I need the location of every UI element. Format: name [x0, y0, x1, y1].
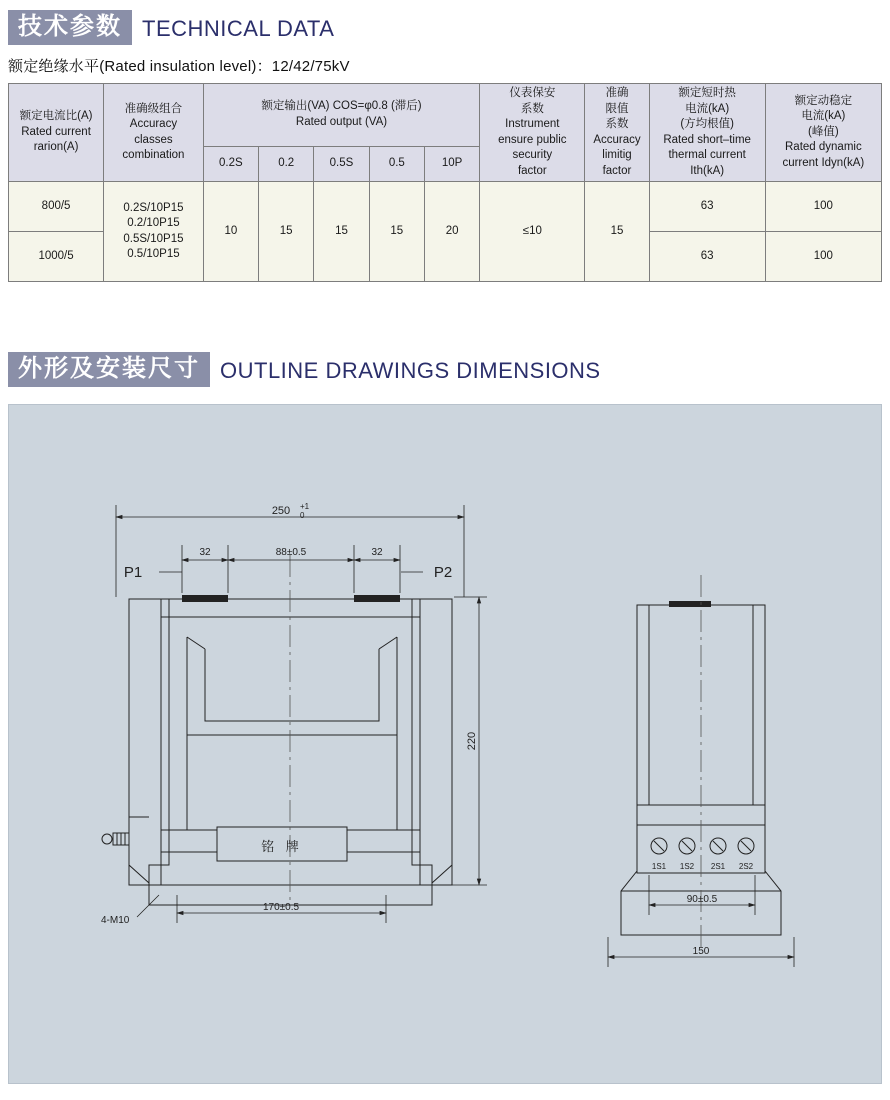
header-rated-output — [203, 84, 480, 147]
header-output-0-2S: 0.2S — [203, 146, 258, 182]
header-th-line4: Rated short–time — [663, 133, 751, 146]
label-terminal-2S1: 2S1 — [710, 862, 726, 871]
label-mounting-bolts: 4-M10 — [101, 915, 130, 926]
outline-drawings-heading — [8, 352, 708, 387]
header-dyn-line2: 电流(kA) — [801, 110, 846, 123]
technical-data-heading — [8, 10, 428, 45]
header-short-time-thermal-current — [649, 84, 765, 182]
technical-data-heading-en: TECHNICAL DATA — [142, 16, 335, 42]
cell-rated-current-ratio-1: 800/5 — [9, 182, 104, 232]
header-dyn-line5: current Idyn(kA) — [782, 156, 865, 169]
cell-accuracy-limit-factor: 15 — [585, 182, 649, 282]
header-alf-line2: 限值 — [605, 102, 629, 115]
cell-instrument-security-factor: ≤10 — [480, 182, 585, 282]
header-accuracy-line2: Accuracy — [129, 118, 178, 131]
label-terminal-2S2: 2S2 — [738, 862, 754, 871]
label-nameplate: 铭 牌 — [261, 839, 303, 854]
header-ratio-line3: rarion(A) — [33, 141, 79, 154]
label-p1-terminal: P1 — [123, 564, 143, 581]
header-th-line6: Ith(kA) — [690, 164, 725, 177]
cell-rated-current-ratio-2: 1000/5 — [9, 232, 104, 282]
header-accuracy-line1: 准确级组合 — [124, 102, 183, 115]
cell-thermal-current-2: 63 — [649, 232, 765, 282]
label-center-span: 88±0.5 — [275, 547, 307, 558]
header-alf-line4: Accuracy — [593, 133, 641, 146]
header-alf-line3: 系数 — [605, 118, 629, 131]
header-instrument-security-factor — [480, 84, 585, 182]
rated-insulation-level-text: 额定绝缘水平(Rated insulation level)：12/42/75kV — [8, 58, 350, 75]
header-output-10P: 10P — [424, 146, 479, 182]
technical-data-heading-cn: 技术参数 — [8, 10, 132, 45]
cell-output-0-5S: 15 — [314, 182, 369, 282]
accuracy-combo-line3: 0.5S/10P15 — [123, 232, 184, 245]
header-output-0-2: 0.2 — [259, 146, 314, 182]
outline-drawings-heading-cn: 外形及安装尺寸 — [8, 352, 210, 387]
header-alf-line5: limitig — [602, 149, 632, 162]
front-bolt-leader — [137, 895, 159, 917]
header-accuracy-limit-factor — [585, 84, 649, 182]
header-output-line1: 额定输出(VA) COS=φ0.8 (滞后) — [261, 100, 422, 113]
header-dynamic-current — [765, 84, 881, 182]
header-rated-current-ratio — [9, 84, 104, 182]
header-ratio-line2: Rated current — [21, 125, 91, 138]
cell-thermal-current-1: 63 — [649, 182, 765, 232]
cell-output-10P: 20 — [424, 182, 479, 282]
label-overall-width-tol-top: +1 — [300, 502, 310, 511]
label-terminal-1S1: 1S1 — [651, 862, 667, 871]
header-alf-line6: factor — [602, 164, 632, 177]
label-terminal-1S2: 1S2 — [679, 862, 695, 871]
label-p2-terminal: P2 — [433, 564, 453, 581]
table-header — [9, 84, 882, 182]
label-mounting-width: 170±0.5 — [262, 902, 300, 913]
header-th-line5: thermal current — [668, 149, 746, 162]
outline-drawings-heading-en: OUTLINE DRAWINGS DIMENSIONS — [220, 358, 601, 384]
cell-output-0-5: 15 — [369, 182, 424, 282]
header-output-0-5S: 0.5S — [314, 146, 369, 182]
header-isf-line5: security — [512, 149, 553, 162]
header-isf-line4: ensure public — [498, 133, 567, 146]
header-th-line2: 电流(kA) — [685, 102, 730, 115]
table-header-row-1 — [9, 84, 882, 147]
cell-output-0-2: 15 — [259, 182, 314, 282]
header-accuracy-line3: classes — [134, 133, 173, 146]
accuracy-combo-line4: 0.5/10P15 — [127, 248, 180, 261]
cell-accuracy-classes — [104, 182, 204, 282]
header-accuracy-classes — [104, 84, 204, 182]
cell-dynamic-current-1: 100 — [765, 182, 881, 232]
header-isf-line3: Instrument — [505, 118, 560, 131]
header-accuracy-line4: combination — [122, 149, 185, 162]
cell-dynamic-current-2: 100 — [765, 232, 881, 282]
label-left-pad-width: 32 — [199, 547, 211, 558]
label-overall-width: 250 — [271, 505, 291, 517]
header-th-line3: (方均根值) — [680, 118, 734, 131]
label-base-width: 150 — [692, 946, 710, 957]
table-row — [9, 182, 882, 232]
label-overall-width-tol-bottom: 0 — [300, 511, 305, 520]
header-dyn-line4: Rated dynamic — [785, 141, 862, 154]
cell-output-0-2S: 10 — [203, 182, 258, 282]
table-body — [9, 182, 882, 282]
accuracy-combo-line1: 0.2S/10P15 — [123, 201, 184, 214]
header-isf-line1: 仪表保安 — [509, 87, 556, 99]
accuracy-combo-line2: 0.2/10P15 — [127, 217, 180, 230]
header-output-line2: Rated output (VA) — [295, 115, 388, 128]
header-ratio-line1: 额定电流比(A) — [19, 110, 93, 123]
header-isf-line6: factor — [517, 164, 547, 177]
header-dyn-line3: (峰值) — [808, 125, 839, 138]
outline-drawing-area — [8, 404, 882, 1084]
header-th-line1: 额定短时热 — [678, 87, 736, 99]
outline-drawing-svg — [9, 405, 881, 1083]
header-dyn-line1: 额定动稳定 — [794, 94, 853, 107]
header-output-0-5: 0.5 — [369, 146, 424, 182]
technical-data-table — [8, 83, 882, 282]
label-terminal-span: 90±0.5 — [686, 894, 718, 905]
label-overall-height: 220 — [466, 731, 478, 751]
header-isf-line2: 系数 — [520, 102, 544, 115]
label-right-pad-width: 32 — [371, 547, 383, 558]
header-alf-line1: 准确 — [605, 87, 629, 99]
